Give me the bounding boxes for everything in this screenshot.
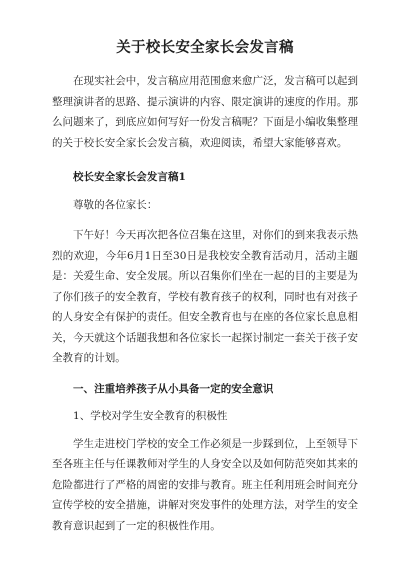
greeting: 尊敬的各位家长： bbox=[73, 198, 158, 211]
section-title: 校长安全家长会发言稿1 bbox=[73, 171, 186, 183]
subheading-1: 1、学校对学生安全教育的积极性 bbox=[73, 410, 228, 422]
body-paragraph-2: 学生走进校门学校的安全工作必须是一步踩到位，上至领导下至各班主任与任课教师对学生的人身安全以及如何防范突如其来的危险都进行了严格的周密的安排与教育。班主任利用班会时间充分宣传学校的安全措施，讲解对突发事件的处理方法，对学生的安全教育意识起到了一定的积极性作用。 bbox=[52, 437, 358, 532]
document-title: 关于校长安全家长会发言稿 bbox=[116, 39, 294, 56]
body-paragraph-1: 下午好！今天再次把各位召集在这里，对你们的到来我表示热烈的欢迎，今年6月1日至30日是我校安全教育活动月，活动主题是：关爱生命、安全发展。所以召集你们坐在一起的目的主要是为了你们孩子的安全教育，学校有教育孩子的权利，同时也有对孩子的人身安全有保护的责任。但安全教育也与在座的各位家长息息相关，今天就这个话题我想和各位家长一起探讨制定一套关于孩子安全教育的计划。 bbox=[52, 229, 358, 364]
intro-paragraph: 在现实社会中，发言稿应用范围愈来愈广泛，发言稿可以起到整理演讲者的思路、提示演讲的内容、限定演讲的速度的作用。那么问题来了，到底应如何写好一份发言稿呢？下面是小编收集整理的关于校长安全家长会发言稿，欢迎阅读，希望大家能够喜欢。 bbox=[52, 75, 358, 149]
heading-1: 一、注重培养孩子从小具备一定的安全意识 bbox=[73, 382, 274, 395]
